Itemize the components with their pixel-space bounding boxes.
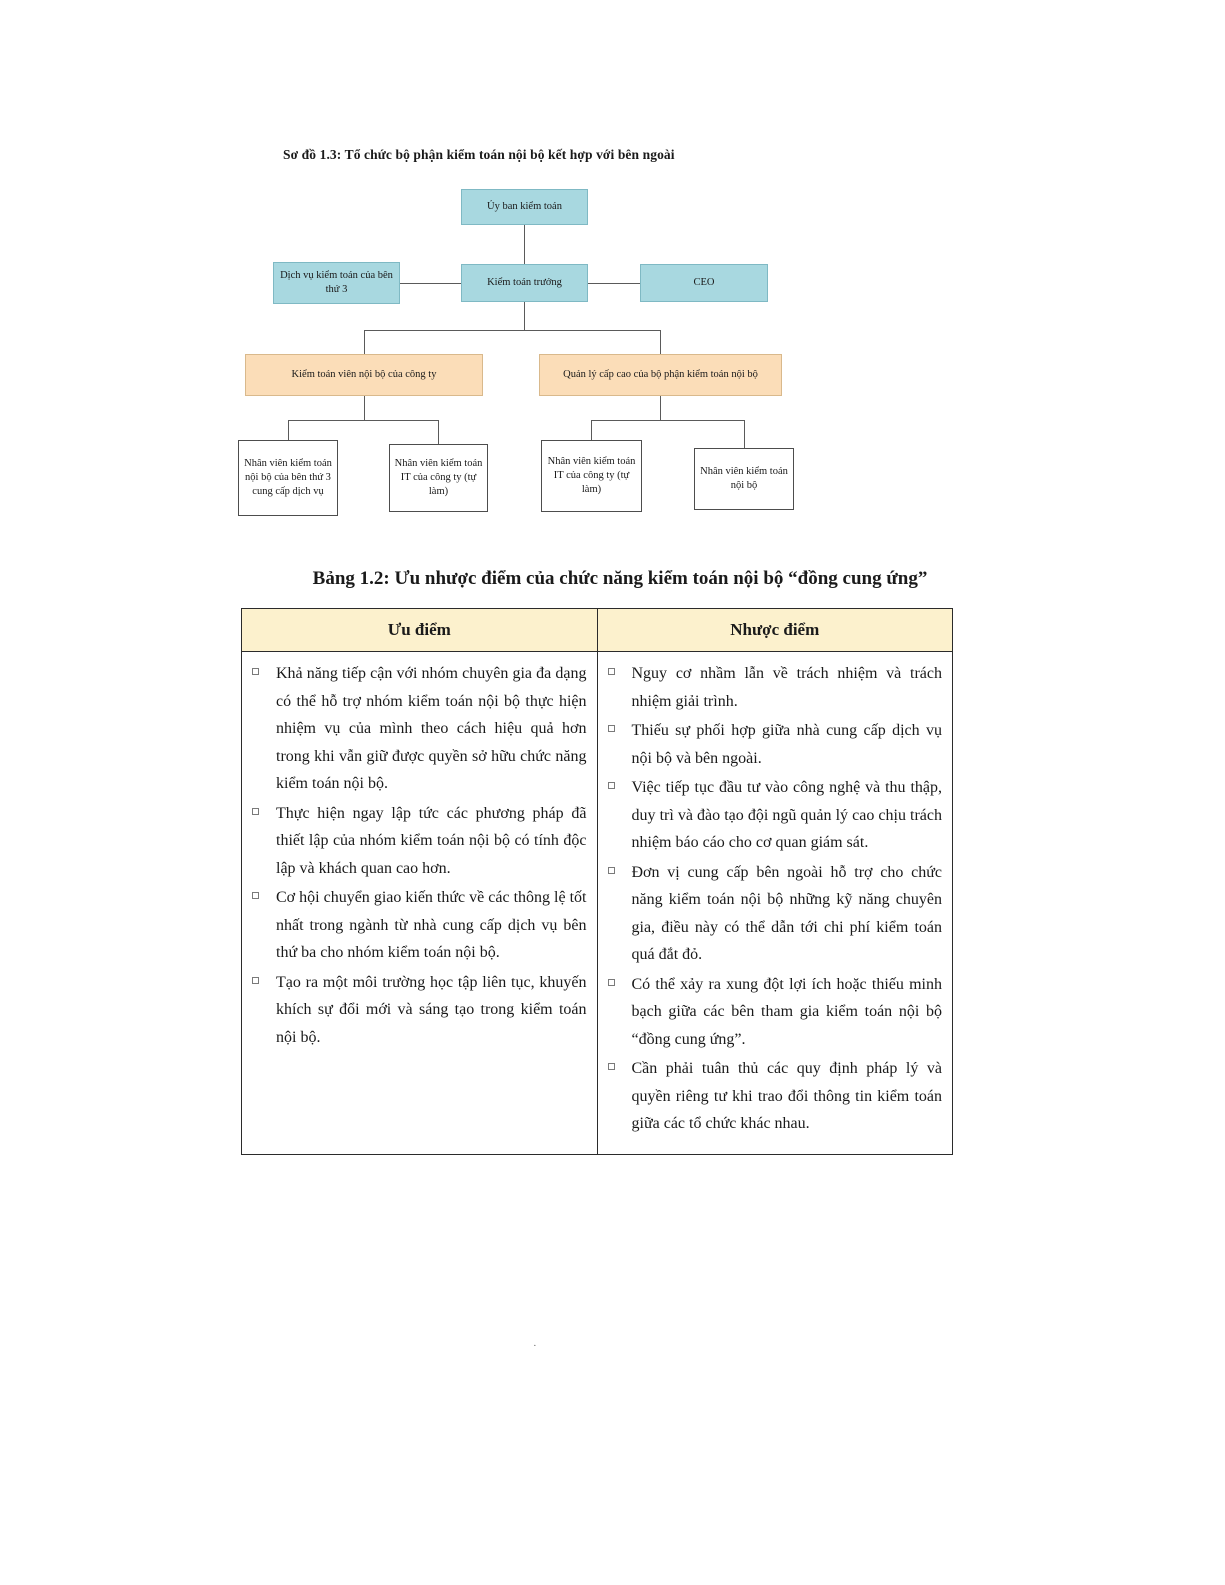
pros-cons-table (241, 608, 953, 1155)
node-staff-internal-audit: Nhân viên kiểm toán nội bộ (694, 448, 794, 510)
node-third-party-service: Dịch vụ kiểm toán của bên thứ 3 (273, 262, 400, 304)
disadvantage-item-text: Đơn vị cung cấp bên ngoài hỗ trợ cho chức năng kiểm toán nội bộ những kỹ năng chuyên gia, điều này có thể dẫn tới chi phí kiểm toán quá đắt đỏ. (631, 863, 942, 964)
disadvantage-item (606, 660, 943, 715)
table-header-advantages: Ưu điểm (242, 609, 598, 652)
bullet-square-icon (252, 668, 259, 675)
disadvantage-item-text: Cần phải tuân thủ các quy định pháp lý và quyền riêng tư khi trao đổi thông tin kiểm toán giữa các tổ chức khác nhau. (631, 1060, 942, 1133)
connector-line (524, 225, 525, 264)
node-audit-committee: Ủy ban kiểm toán (461, 189, 588, 225)
connector-line (288, 420, 289, 440)
bullet-square-icon (608, 1063, 615, 1070)
table-header-row (242, 609, 953, 652)
advantage-item (250, 660, 587, 798)
table-title: Bảng 1.2: Ưu nhược điểm của chức năng kiểm toán nội bộ “đồng cung ứng” (312, 568, 928, 589)
disadvantage-item (606, 717, 943, 772)
bullet-square-icon (252, 977, 259, 984)
disadvantage-item-text: Có thể xảy ra xung đột lợi ích hoặc thiếu minh bạch giữa các bên tham gia kiểm toán nội bộ “đồng cung ứng”. (631, 975, 942, 1048)
diagram-title: Sơ đồ 1.3: Tổ chức bộ phận kiểm toán nội bộ kết hợp với bên ngoài (283, 147, 675, 162)
advantage-item (250, 969, 587, 1052)
connector-line (364, 330, 661, 331)
bullet-square-icon (252, 892, 259, 899)
connector-line (660, 396, 661, 420)
table-header-disadvantages: Nhược điểm (597, 609, 953, 652)
connector-line (438, 420, 439, 444)
advantage-item-text: Thực hiện ngay lập tức các phương pháp đã thiết lập của nhóm kiểm toán nội bộ có tính độc lập và khách quan cao hơn. (276, 804, 587, 877)
connector-line (660, 330, 661, 354)
table-cell-advantages (242, 652, 598, 1155)
bullet-square-icon (252, 808, 259, 815)
connector-line (288, 420, 439, 421)
connector-line (591, 420, 744, 421)
advantage-item (250, 800, 587, 883)
disadvantage-item-text: Thiếu sự phối hợp giữa nhà cung cấp dịch vụ nội bộ và bên ngoài. (631, 722, 942, 767)
disadvantage-item (606, 859, 943, 969)
bullet-square-icon (608, 725, 615, 732)
bullet-square-icon (608, 782, 615, 789)
page-footer-mark: · (533, 1340, 537, 1352)
connector-line (400, 283, 461, 284)
connector-line (744, 420, 745, 448)
disadvantage-item (606, 774, 943, 857)
node-staff-third-party: Nhân viên kiểm toán nội bộ của bên thứ 3 cung cấp dịch vụ (238, 440, 338, 516)
advantage-item-text: Cơ hội chuyển giao kiến thức về các thông lệ tốt nhất trong ngành từ nhà cung cấp dịch vụ bên thứ ba cho nhóm kiểm toán nội bộ. (276, 889, 587, 962)
advantage-item-text: Khả năng tiếp cận với nhóm chuyên gia đa dạng có thể hỗ trợ nhóm kiểm toán nội bộ thực hiện nhiệm vụ của mình theo cách hiệu quả hơn trong khi vẫn giữ được quyền sở hữu chức năng kiểm toán nội bộ. (276, 665, 587, 793)
advantage-item-text: Tạo ra một môi trường học tập liên tục, khuyến khích sự đổi mới và sáng tạo trong kiểm toán nội bộ. (276, 973, 587, 1046)
connector-line (591, 420, 592, 440)
bullet-square-icon (608, 979, 615, 986)
node-chief-auditor: Kiểm toán trưởng (461, 264, 588, 302)
disadvantage-item-text: Việc tiếp tục đầu tư vào công nghệ và thu thập, duy trì và đào tạo đội ngũ quản lý cao chịu trách nhiệm báo cáo cho cơ quan giám sát. (631, 779, 942, 852)
disadvantage-item (606, 971, 943, 1054)
node-internal-auditors: Kiểm toán viên nội bộ của công ty (245, 354, 483, 396)
connector-line (364, 330, 365, 354)
node-senior-management: Quản lý cấp cao của bộ phận kiểm toán nội bộ (539, 354, 782, 396)
connector-line (524, 302, 525, 330)
connector-line (364, 396, 365, 420)
advantage-item (250, 884, 587, 967)
node-ceo: CEO (640, 264, 768, 302)
table-cell-disadvantages (597, 652, 953, 1155)
bullet-square-icon (608, 668, 615, 675)
disadvantage-item-text: Nguy cơ nhầm lẫn về trách nhiệm và trách nhiệm giải trình. (631, 665, 942, 710)
org-chart-diagram (0, 0, 1225, 560)
node-staff-it-company-1: Nhân viên kiểm toán IT của công ty (tự làm) (389, 444, 488, 512)
node-staff-it-company-2: Nhân viên kiểm toán IT của công ty (tự làm) (541, 440, 642, 512)
disadvantages-list (606, 660, 943, 1138)
advantages-list (250, 660, 587, 1051)
bullet-square-icon (608, 867, 615, 874)
disadvantage-item (606, 1055, 943, 1138)
table-row (242, 652, 953, 1155)
connector-line (588, 283, 640, 284)
